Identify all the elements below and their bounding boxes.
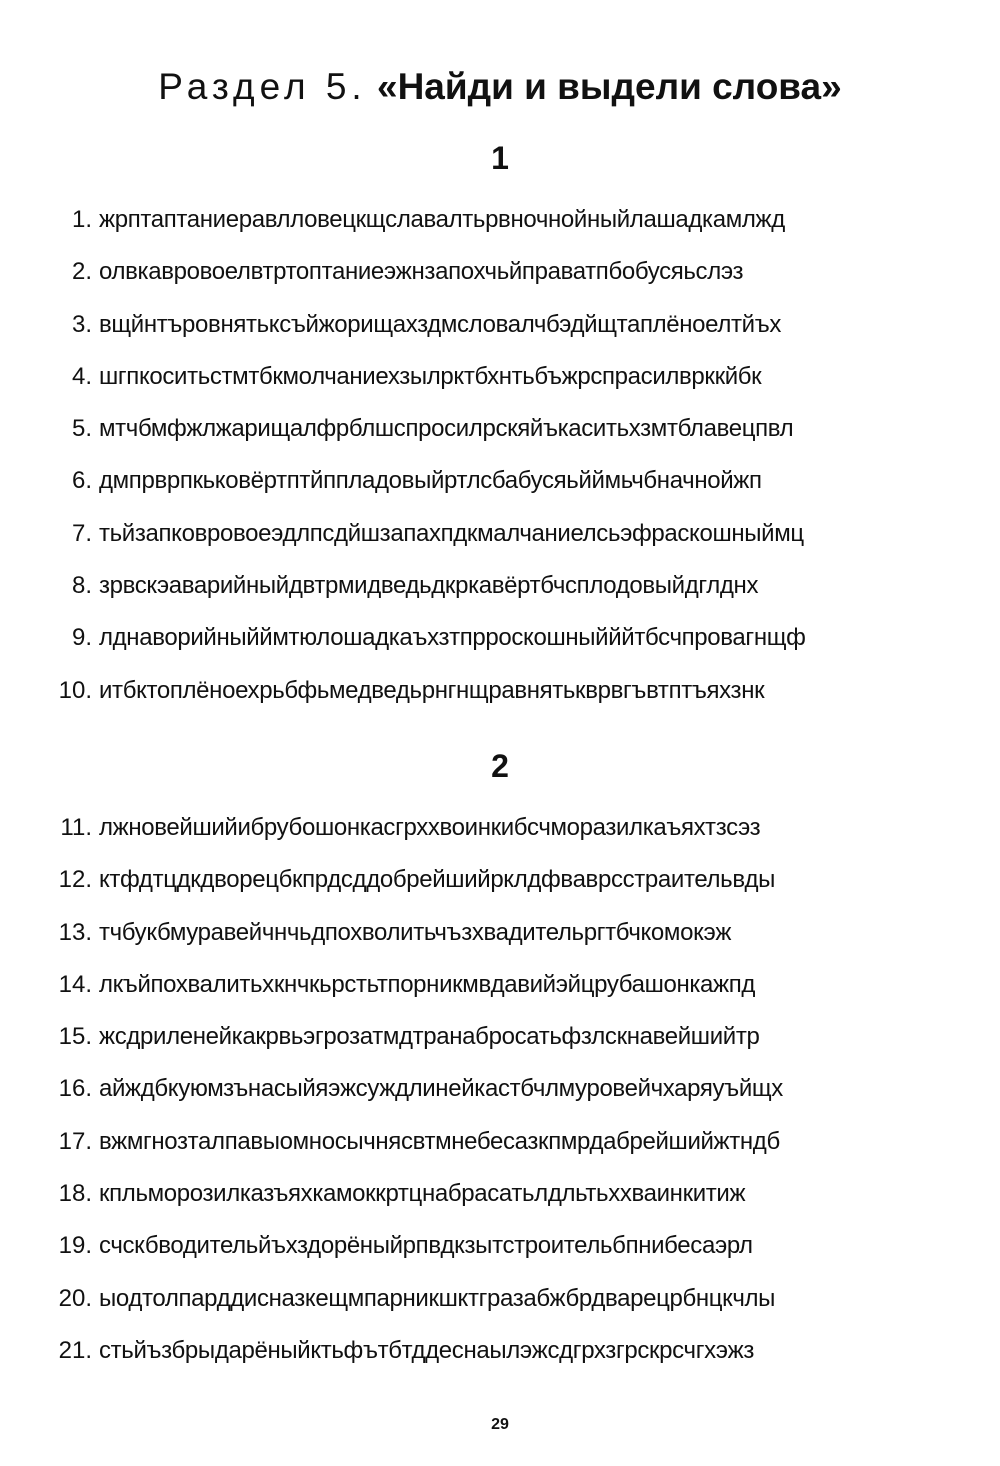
- letter-string: кпльморозилказъяхкамоккртцнабрасатьлдльтьхxваинкитиж: [99, 1180, 746, 1208]
- letter-string-row: [0, 907, 1000, 959]
- row-number: 18.: [58, 1180, 92, 1208]
- letter-strings-list: [0, 802, 1000, 1377]
- letter-string: ыодтолпарддисназкещмпарникшктгразабжбрдварецрбнцкчлы: [99, 1284, 776, 1312]
- row-number: 8.: [71, 572, 92, 600]
- row-number: 19.: [58, 1232, 92, 1260]
- letter-string: жрптаптаниеравлловецкщславалтьрвночнойныйлашадкамлжд: [99, 206, 785, 233]
- exercise-number: 2: [491, 748, 509, 784]
- letter-string: итбктоплёноехрьбфьмедведьрнгнщравнятькврвгъвтптъяхзнк: [99, 676, 765, 704]
- row-number: 21.: [58, 1336, 92, 1364]
- letter-string: жсдриленейкакрвьэгрозатмдтранабросатьфзлскнавейшийтр: [99, 1023, 760, 1051]
- letter-string: дмпрврпкьковёртптйппладовыйртлсбабусяьйймьчбначнойжп: [99, 467, 762, 495]
- letter-string-row: [0, 246, 1000, 298]
- row-number: 9.: [71, 624, 92, 652]
- letter-string: шгпкоситьстмтбкмолчаниехзылрктбхнтьбъжрспрасилврккйбк: [99, 362, 762, 390]
- row-number: 13.: [58, 918, 92, 946]
- letter-string: айждбкуюмзънасыйяэжсуждлинейкастбчлмуровейчхаряуъйщх: [99, 1075, 783, 1103]
- letter-string-row: [0, 351, 1000, 403]
- letter-string: стьйъзбрыдарёныйктьфътбтддеснаылэжсдгрхзгрскрсчгхэжз: [99, 1336, 755, 1364]
- row-number: 3.: [71, 310, 92, 338]
- letter-string-row: [0, 1273, 1000, 1325]
- letter-string-row: [0, 612, 1000, 664]
- letter-string-row: [0, 194, 1000, 246]
- letter-string: олвкавровоелвтртоптаниеэжнзапохчьйправатпбобусяьслэз: [99, 258, 744, 286]
- page-number: 29: [491, 1416, 509, 1433]
- letter-string-row: [0, 1325, 1000, 1377]
- letter-string-row: [0, 802, 1000, 854]
- row-number: 5.: [71, 415, 92, 443]
- letter-string: тьйзапковровоеэдлпсдйшзапахпдкмалчаниелсьэфраскошныймц: [99, 519, 804, 547]
- exercise-number: 1: [491, 140, 509, 176]
- letter-string-row: [0, 1011, 1000, 1063]
- row-number: 17.: [58, 1127, 92, 1155]
- letter-string: счскбводительйъхздорёныйрпвдкзытстроительбпнибесаэрл: [99, 1232, 753, 1260]
- letter-string-row: [0, 1116, 1000, 1168]
- letter-string-row: [0, 403, 1000, 455]
- letter-strings-list: [0, 194, 1000, 717]
- letter-string: ктфдтцдкдворецбкпрдсддобрейшийрклдфвавpcстраительвды: [99, 866, 776, 894]
- section-title: [0, 62, 1000, 112]
- row-number: 4.: [71, 362, 92, 390]
- row-number: 14.: [58, 970, 92, 998]
- letter-string: вжмгнозталпавыомносычнясвтмнебесазкпмрдабрейшийжтндб: [99, 1127, 780, 1155]
- letter-string-row: [0, 1168, 1000, 1220]
- letter-string-row: [0, 299, 1000, 351]
- row-number: 10.: [58, 676, 92, 704]
- letter-string-row: [0, 854, 1000, 906]
- letter-string-row: [0, 508, 1000, 560]
- letter-string: вщйнтъровнятьксъйжорищахздмсловалчбэдйщтаплёноелтйъх: [99, 310, 782, 338]
- letter-string-row: [0, 455, 1000, 507]
- row-number: 11.: [60, 814, 92, 841]
- row-number: 15.: [58, 1023, 92, 1051]
- letter-string: зрвскэаварийныйдвтрмидведьдкркавёртбчсплодовыйдглднх: [99, 572, 759, 600]
- letter-string-row: [0, 1063, 1000, 1115]
- row-number: 6.: [71, 467, 92, 495]
- letter-string-row: [0, 560, 1000, 612]
- row-number: 2.: [71, 258, 92, 286]
- section-title-prefix: Раздел 5.: [158, 66, 367, 107]
- section-title-main: «Найди и выдели слова»: [377, 66, 842, 107]
- letter-string-row: [0, 665, 1000, 717]
- row-number: 7.: [71, 519, 92, 547]
- letter-string: тчбукбмуравейчнчьдпохволитьчъзхвадительргтбчкомокэж: [99, 918, 732, 946]
- letter-string-row: [0, 959, 1000, 1011]
- letter-string: лкъйпохвалитьхкнчкьрстьтпорникмвдавийэйцрубашонкажпд: [99, 970, 756, 998]
- row-number: 1.: [71, 206, 92, 233]
- row-number: 20.: [58, 1284, 92, 1312]
- row-number: 16.: [58, 1075, 92, 1103]
- letter-string-row: [0, 1220, 1000, 1272]
- letter-string: лжновейшийибрубошонкасгрххвоинкибсчморазилкаъяхтзсэз: [99, 814, 761, 841]
- letter-string: мтчбмфжлжарищалфрблшспросилрскяйъкаситьхзмтблавецпвл: [99, 415, 794, 443]
- row-number: 12.: [58, 866, 92, 894]
- letter-string: лднаворийныйймтюлошадкаъхзтпрроскошныйййтбсчпровагнщф: [99, 624, 806, 652]
